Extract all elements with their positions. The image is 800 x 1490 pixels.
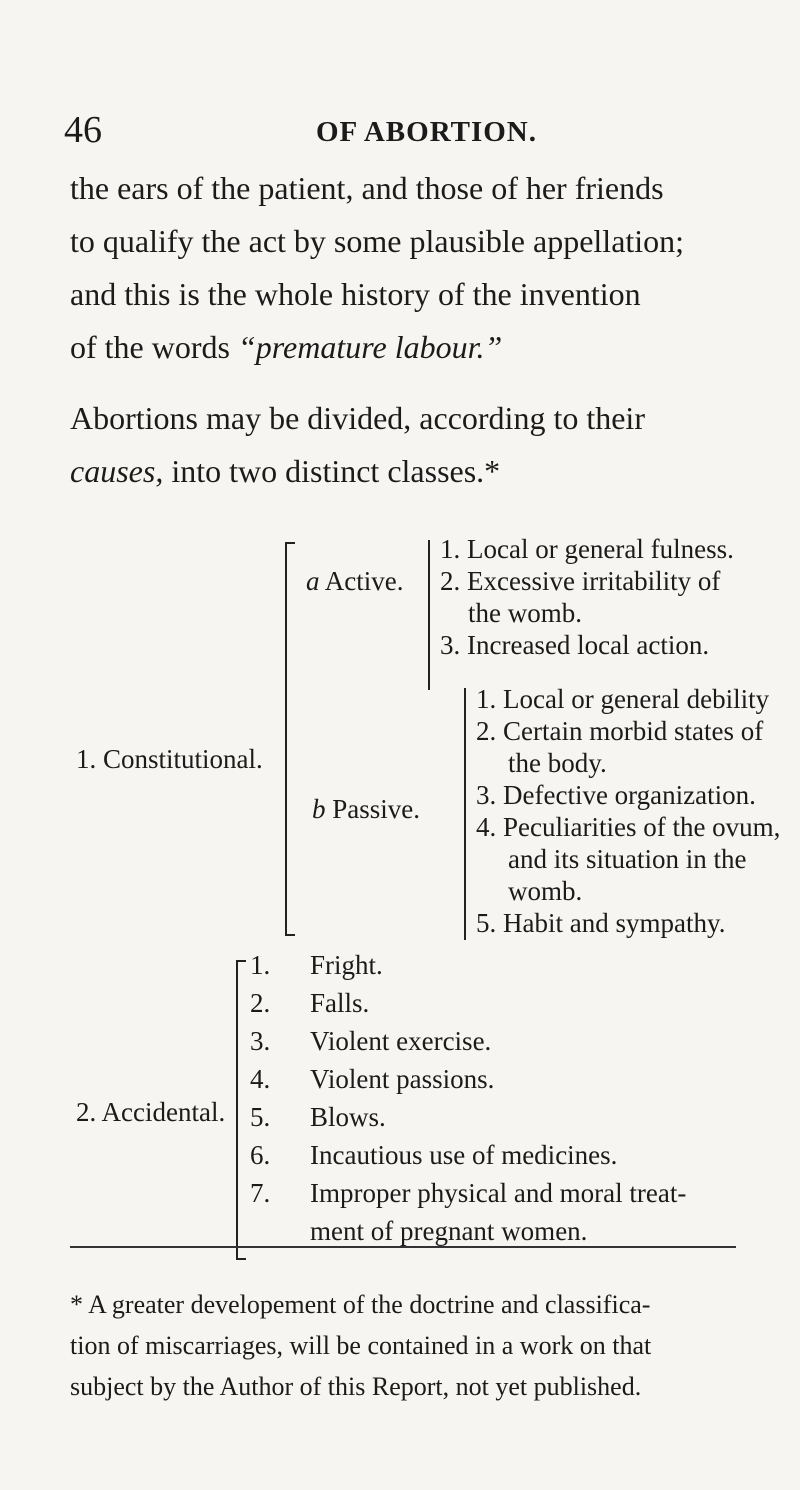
passive-item: womb. xyxy=(508,876,583,906)
accidental-number: 4. xyxy=(250,1064,271,1094)
subclass-active-label xyxy=(306,566,404,597)
active-item: 1. Local or general fulness. xyxy=(440,534,734,564)
accidental-item: Blows. xyxy=(310,1102,386,1132)
accidental-item: Incautious use of medicines. xyxy=(310,1140,618,1170)
accidental-number: 3. xyxy=(250,1026,271,1056)
footnote-rule xyxy=(70,1246,736,1248)
class-accidental-label: 2. Accidental. xyxy=(76,1097,226,1127)
paragraph-2 xyxy=(70,392,645,498)
italic-word: causes, xyxy=(70,453,164,489)
subclass-word: Passive. xyxy=(332,794,420,824)
brace-tick xyxy=(236,1258,246,1260)
subclass-letter: a xyxy=(306,566,320,596)
active-item: 2. Excessive irritability of xyxy=(440,566,721,596)
paragraph-2-line xyxy=(70,445,645,498)
brace-tick xyxy=(285,934,295,936)
accidental-item: Falls. xyxy=(310,988,370,1018)
brace-passive xyxy=(464,688,466,940)
paragraph-1-line: and this is the whole history of the invention xyxy=(70,276,641,312)
accidental-number: 1. xyxy=(250,950,271,980)
running-head: OF ABORTION. xyxy=(316,116,537,148)
subclass-passive-label xyxy=(312,794,420,825)
footnote-line: subject by the Author of this Report, not yet published. xyxy=(70,1372,642,1401)
accidental-number: 6. xyxy=(250,1140,271,1170)
accidental-number: 7. xyxy=(250,1178,271,1208)
paragraph-1-line: to qualify the act by some plausible appellation; xyxy=(70,223,685,259)
paragraph-1-line: the ears of the patient, and those of her friends xyxy=(70,170,664,206)
text-span: into two distinct classes.* xyxy=(163,453,501,489)
brace-accidental xyxy=(236,960,238,1260)
footnote xyxy=(70,1284,651,1407)
accidental-item: Fright. xyxy=(310,950,383,980)
accidental-item: Improper physical and moral treat- xyxy=(310,1178,687,1208)
passive-item: 5. Habit and sympathy. xyxy=(476,908,726,938)
accidental-number: 5. xyxy=(250,1102,271,1132)
footnote-line: tion of miscarriages, will be contained in a work on that xyxy=(70,1331,652,1360)
brace-tick xyxy=(236,960,246,962)
passive-item: 4. Peculiarities of the ovum, xyxy=(476,812,781,842)
passive-item: and its situation in the xyxy=(508,844,747,874)
active-item: the womb. xyxy=(468,598,582,628)
accidental-item: Violent passions. xyxy=(310,1064,495,1094)
paragraph-2-line: Abortions may be divided, according to their xyxy=(70,400,645,436)
page-number: 46 xyxy=(64,109,102,151)
passive-item: 2. Certain morbid states of xyxy=(476,716,764,746)
accidental-item: ment of pregnant women. xyxy=(310,1216,588,1246)
paragraph-1 xyxy=(70,162,684,374)
footnote-line: * A greater developement of the doctrine and classifica- xyxy=(70,1290,651,1319)
subclass-word: Active. xyxy=(324,566,404,596)
class-constitutional-label: 1. Constitutional. xyxy=(76,744,263,774)
accidental-item: Violent exercise. xyxy=(310,1026,492,1056)
text-span: of the words xyxy=(70,329,238,365)
brace-tick xyxy=(285,542,295,544)
subclass-letter: b xyxy=(312,794,326,824)
active-item: 3. Increased local action. xyxy=(440,630,710,660)
brace-constitutional xyxy=(285,542,287,936)
paragraph-1-line xyxy=(70,321,684,374)
brace-active xyxy=(428,540,430,690)
passive-item: 1. Local or general debility xyxy=(476,684,770,714)
italic-phrase: “premature labour.” xyxy=(237,329,503,365)
passive-item: the body. xyxy=(508,748,607,778)
passive-item: 3. Defective organization. xyxy=(476,780,756,810)
accidental-number: 2. xyxy=(250,988,271,1018)
